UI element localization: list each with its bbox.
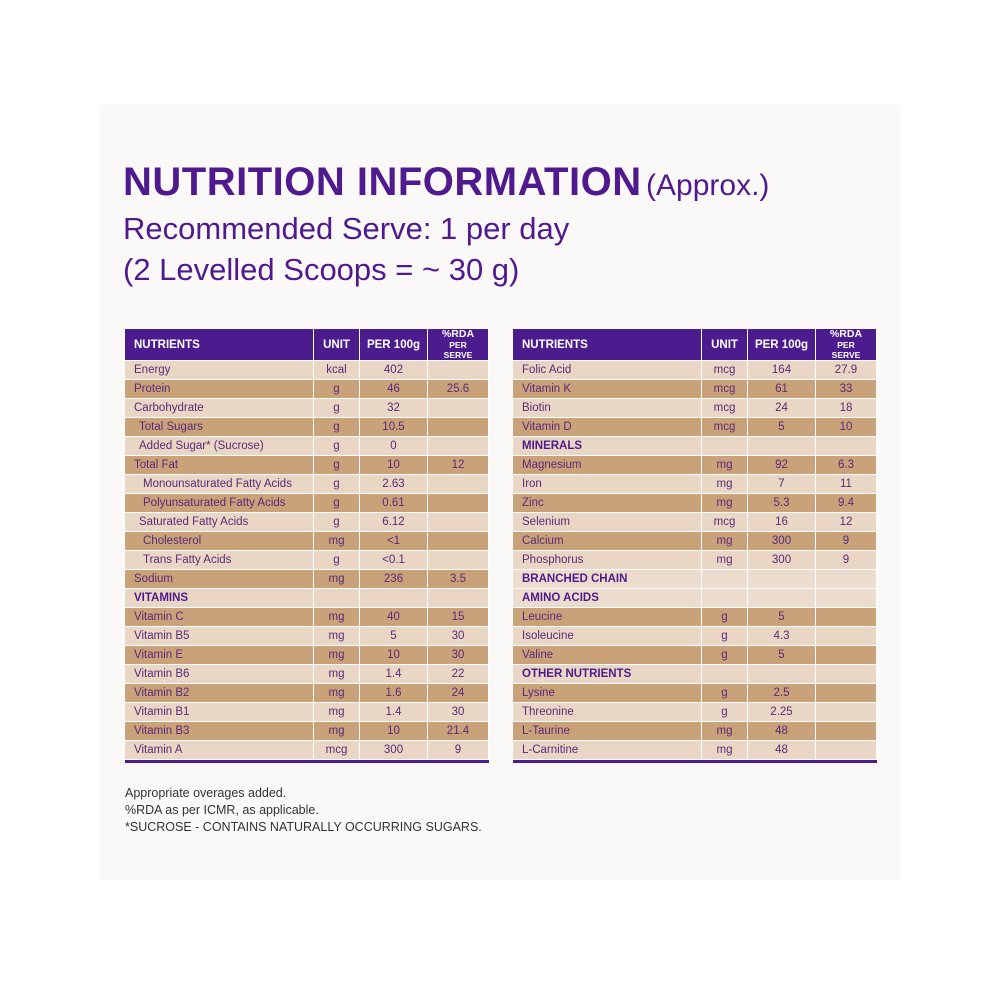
table-row bbox=[125, 532, 489, 551]
unit-cell: g bbox=[702, 608, 748, 627]
unit-cell: mg bbox=[702, 722, 748, 741]
rda-cell: 11 bbox=[816, 475, 877, 494]
header-rda bbox=[428, 329, 489, 361]
nutrition-table-left bbox=[124, 328, 489, 763]
per100-cell: 40 bbox=[360, 608, 428, 627]
nutrient-name: Phosphorus bbox=[513, 551, 702, 570]
nutrient-name: Valine bbox=[513, 646, 702, 665]
rda-cell: 9.4 bbox=[816, 494, 877, 513]
nutrient-name: Vitamin A bbox=[125, 741, 314, 760]
table-row bbox=[513, 475, 877, 494]
nutrient-name: Lysine bbox=[513, 684, 702, 703]
section-header-row bbox=[125, 589, 489, 608]
unit-cell: mcg bbox=[702, 361, 748, 380]
table-row bbox=[125, 437, 489, 456]
table-row bbox=[513, 399, 877, 418]
nutrient-name: Isoleucine bbox=[513, 627, 702, 646]
title-main: NUTRITION INFORMATION bbox=[123, 160, 642, 204]
nutrient-name: Folic Acid bbox=[513, 361, 702, 380]
per100-cell: 5 bbox=[748, 646, 816, 665]
unit-cell: mg bbox=[702, 494, 748, 513]
rda-cell bbox=[816, 589, 877, 608]
unit-cell: g bbox=[702, 703, 748, 722]
per100-cell: 7 bbox=[748, 475, 816, 494]
rda-cell: 24 bbox=[428, 684, 489, 703]
header-rda bbox=[816, 329, 877, 361]
table-row bbox=[125, 703, 489, 722]
per100-cell: 5 bbox=[360, 627, 428, 646]
per100-cell: 48 bbox=[748, 722, 816, 741]
nutrient-name: Vitamin B6 bbox=[125, 665, 314, 684]
per100-cell: <0.1 bbox=[360, 551, 428, 570]
per100-cell: 5 bbox=[748, 418, 816, 437]
rda-cell: 30 bbox=[428, 703, 489, 722]
nutrient-name: Vitamin D bbox=[513, 418, 702, 437]
unit-cell: mg bbox=[314, 665, 360, 684]
footnote-rda: %RDA as per ICMR, as applicable. bbox=[125, 803, 319, 817]
per100-cell bbox=[748, 665, 816, 684]
per100-cell: 6.12 bbox=[360, 513, 428, 532]
unit-cell: g bbox=[314, 418, 360, 437]
rda-cell: 15 bbox=[428, 608, 489, 627]
unit-cell: mg bbox=[314, 570, 360, 589]
nutrient-name: Trans Fatty Acids bbox=[125, 551, 314, 570]
rda-cell bbox=[816, 437, 877, 456]
unit-cell: g bbox=[314, 456, 360, 475]
per100-cell: 4.3 bbox=[748, 627, 816, 646]
rda-cell bbox=[816, 665, 877, 684]
nutrient-name: Total Fat bbox=[125, 456, 314, 475]
nutrient-name: Cholesterol bbox=[125, 532, 314, 551]
per100-cell bbox=[748, 570, 816, 589]
nutrient-name: OTHER NUTRIENTS bbox=[513, 665, 702, 684]
section-header-row bbox=[513, 570, 877, 589]
per100-cell: 236 bbox=[360, 570, 428, 589]
table-row bbox=[125, 722, 489, 741]
per100-cell: 10 bbox=[360, 722, 428, 741]
table-row bbox=[125, 627, 489, 646]
serve-line-2: (2 Levelled Scoops = ~ 30 g) bbox=[123, 252, 520, 287]
header-per100: PER 100g bbox=[360, 329, 428, 361]
nutrient-name: Vitamin B5 bbox=[125, 627, 314, 646]
nutrient-name: Vitamin E bbox=[125, 646, 314, 665]
table-row bbox=[513, 684, 877, 703]
table-bottom-bar bbox=[513, 760, 877, 764]
unit-cell: mg bbox=[702, 741, 748, 760]
nutrient-name: Saturated Fatty Acids bbox=[125, 513, 314, 532]
unit-cell: mg bbox=[314, 532, 360, 551]
rda-cell: 3.5 bbox=[428, 570, 489, 589]
table-header-row bbox=[125, 329, 489, 361]
per100-cell: 300 bbox=[748, 551, 816, 570]
page-title bbox=[123, 160, 883, 205]
footnote-overages: Appropriate overages added. bbox=[125, 786, 287, 800]
table-row bbox=[125, 380, 489, 399]
rda-cell bbox=[816, 684, 877, 703]
section-header-row bbox=[513, 665, 877, 684]
unit-cell: kcal bbox=[314, 361, 360, 380]
rda-cell: 6.3 bbox=[816, 456, 877, 475]
unit-cell: g bbox=[702, 684, 748, 703]
nutrient-name: Vitamin B1 bbox=[125, 703, 314, 722]
unit-cell bbox=[702, 665, 748, 684]
unit-cell: mg bbox=[702, 532, 748, 551]
rda-cell: 12 bbox=[428, 456, 489, 475]
table-row bbox=[513, 722, 877, 741]
per100-cell: <1 bbox=[360, 532, 428, 551]
per100-cell: 10 bbox=[360, 646, 428, 665]
nutrient-name: Protein bbox=[125, 380, 314, 399]
rda-cell: 30 bbox=[428, 627, 489, 646]
unit-cell: g bbox=[314, 437, 360, 456]
rda-cell bbox=[816, 741, 877, 760]
unit-cell: mg bbox=[314, 703, 360, 722]
per100-cell: 5.3 bbox=[748, 494, 816, 513]
nutrient-name: Polyunsaturated Fatty Acids bbox=[125, 494, 314, 513]
nutrient-name: Selenium bbox=[513, 513, 702, 532]
nutrient-name: BRANCHED CHAIN bbox=[513, 570, 702, 589]
nutrient-name: Vitamin B3 bbox=[125, 722, 314, 741]
per100-cell: 10 bbox=[360, 456, 428, 475]
nutrient-name: Iron bbox=[513, 475, 702, 494]
rda-cell: 33 bbox=[816, 380, 877, 399]
header-nutrients: NUTRIENTS bbox=[513, 329, 702, 361]
rda-cell: 9 bbox=[816, 551, 877, 570]
nutrient-name: Carbohydrate bbox=[125, 399, 314, 418]
unit-cell bbox=[314, 589, 360, 608]
per100-cell: 48 bbox=[748, 741, 816, 760]
per100-cell: 32 bbox=[360, 399, 428, 418]
table-row bbox=[513, 551, 877, 570]
per100-cell: 2.5 bbox=[748, 684, 816, 703]
table-row bbox=[125, 608, 489, 627]
unit-cell: g bbox=[314, 551, 360, 570]
table-header-row bbox=[513, 329, 877, 361]
rda-cell: 18 bbox=[816, 399, 877, 418]
unit-cell: g bbox=[314, 475, 360, 494]
rda-cell: 9 bbox=[428, 741, 489, 760]
nutrient-name: Total Sugars bbox=[125, 418, 314, 437]
nutrient-name: Sodium bbox=[125, 570, 314, 589]
unit-cell: g bbox=[314, 513, 360, 532]
unit-cell: mg bbox=[702, 475, 748, 494]
table-bottom-bar bbox=[125, 760, 489, 764]
table-row bbox=[513, 741, 877, 760]
footnote-sucrose: *SUCROSE - CONTAINS NATURALLY OCCURRING SUGARS. bbox=[125, 820, 482, 834]
unit-cell: mcg bbox=[702, 399, 748, 418]
rda-cell bbox=[816, 646, 877, 665]
unit-cell: mg bbox=[314, 627, 360, 646]
unit-cell: mcg bbox=[314, 741, 360, 760]
nutrient-name: Threonine bbox=[513, 703, 702, 722]
nutrient-name: Vitamin K bbox=[513, 380, 702, 399]
table-row bbox=[513, 703, 877, 722]
nutrient-name: L-Taurine bbox=[513, 722, 702, 741]
nutrient-name: AMINO ACIDS bbox=[513, 589, 702, 608]
table-row bbox=[513, 627, 877, 646]
nutrient-name: Calcium bbox=[513, 532, 702, 551]
unit-cell: g bbox=[314, 494, 360, 513]
per100-cell: 164 bbox=[748, 361, 816, 380]
section-header-row bbox=[513, 437, 877, 456]
rda-cell bbox=[428, 494, 489, 513]
unit-cell: g bbox=[314, 380, 360, 399]
per100-cell: 2.25 bbox=[748, 703, 816, 722]
nutrient-name: Zinc bbox=[513, 494, 702, 513]
table-row bbox=[125, 494, 489, 513]
header-unit: UNIT bbox=[702, 329, 748, 361]
unit-cell: g bbox=[314, 399, 360, 418]
per100-cell: 92 bbox=[748, 456, 816, 475]
table-row bbox=[513, 532, 877, 551]
rda-cell bbox=[816, 703, 877, 722]
table-row bbox=[513, 646, 877, 665]
unit-cell: mg bbox=[314, 722, 360, 741]
rda-cell: 9 bbox=[816, 532, 877, 551]
per100-cell: 10.5 bbox=[360, 418, 428, 437]
unit-cell: mcg bbox=[702, 513, 748, 532]
rda-cell: 22 bbox=[428, 665, 489, 684]
per100-cell: 0 bbox=[360, 437, 428, 456]
table-row bbox=[125, 570, 489, 589]
unit-cell: mcg bbox=[702, 418, 748, 437]
per100-cell: 402 bbox=[360, 361, 428, 380]
header-rda-top: %RDA bbox=[441, 328, 475, 340]
header-rda-bottom: PER SERVE bbox=[831, 340, 861, 360]
unit-cell bbox=[702, 570, 748, 589]
unit-cell: g bbox=[702, 627, 748, 646]
per100-cell: 61 bbox=[748, 380, 816, 399]
rda-cell bbox=[816, 570, 877, 589]
rda-cell bbox=[428, 399, 489, 418]
nutrient-name: Vitamin C bbox=[125, 608, 314, 627]
per100-cell: 5 bbox=[748, 608, 816, 627]
unit-cell: mg bbox=[314, 684, 360, 703]
table-row bbox=[125, 475, 489, 494]
per100-cell: 1.6 bbox=[360, 684, 428, 703]
title-approx: (Approx.) bbox=[646, 169, 770, 202]
rda-cell: 10 bbox=[816, 418, 877, 437]
section-header-row bbox=[513, 589, 877, 608]
table-row bbox=[125, 456, 489, 475]
table-row bbox=[125, 399, 489, 418]
table-row bbox=[125, 684, 489, 703]
unit-cell: mg bbox=[314, 646, 360, 665]
nutrient-name: L-Carnitine bbox=[513, 741, 702, 760]
unit-cell bbox=[702, 437, 748, 456]
nutrient-name: Leucine bbox=[513, 608, 702, 627]
rda-cell bbox=[816, 627, 877, 646]
per100-cell: 0.61 bbox=[360, 494, 428, 513]
unit-cell: mcg bbox=[702, 380, 748, 399]
rda-cell: 12 bbox=[816, 513, 877, 532]
table-row bbox=[125, 418, 489, 437]
nutrient-name: Biotin bbox=[513, 399, 702, 418]
rda-cell: 21.4 bbox=[428, 722, 489, 741]
rda-cell bbox=[428, 551, 489, 570]
per100-cell: 300 bbox=[748, 532, 816, 551]
nutrient-name: Monounsaturated Fatty Acids bbox=[125, 475, 314, 494]
rda-cell bbox=[428, 589, 489, 608]
unit-cell: mg bbox=[702, 456, 748, 475]
per100-cell: 2.63 bbox=[360, 475, 428, 494]
table-row bbox=[513, 380, 877, 399]
serve-line-1: Recommended Serve: 1 per day bbox=[123, 211, 570, 246]
rda-cell: 27.9 bbox=[816, 361, 877, 380]
table-row bbox=[513, 418, 877, 437]
table-row bbox=[513, 513, 877, 532]
table-row bbox=[513, 361, 877, 380]
table-row bbox=[513, 494, 877, 513]
table-row bbox=[513, 456, 877, 475]
unit-cell: g bbox=[702, 646, 748, 665]
nutrition-table-right bbox=[512, 328, 877, 763]
rda-cell bbox=[428, 361, 489, 380]
per100-cell bbox=[748, 437, 816, 456]
per100-cell: 16 bbox=[748, 513, 816, 532]
rda-cell bbox=[428, 437, 489, 456]
nutrient-name: Vitamin B2 bbox=[125, 684, 314, 703]
nutrient-name: Magnesium bbox=[513, 456, 702, 475]
per100-cell: 300 bbox=[360, 741, 428, 760]
table-row bbox=[125, 646, 489, 665]
rda-cell bbox=[816, 722, 877, 741]
nutrient-name: Added Sugar* (Sucrose) bbox=[125, 437, 314, 456]
table-row bbox=[125, 551, 489, 570]
table-row bbox=[125, 361, 489, 380]
header-unit: UNIT bbox=[314, 329, 360, 361]
per100-cell: 1.4 bbox=[360, 665, 428, 684]
per100-cell: 1.4 bbox=[360, 703, 428, 722]
per100-cell: 46 bbox=[360, 380, 428, 399]
header-rda-bottom: PER SERVE bbox=[443, 340, 473, 360]
table-row bbox=[125, 741, 489, 760]
nutrient-name: VITAMINS bbox=[125, 589, 314, 608]
table-row bbox=[513, 608, 877, 627]
rda-cell bbox=[428, 475, 489, 494]
unit-cell bbox=[702, 589, 748, 608]
header-per100: PER 100g bbox=[748, 329, 816, 361]
nutrient-name: MINERALS bbox=[513, 437, 702, 456]
rda-cell bbox=[428, 418, 489, 437]
rda-cell bbox=[428, 513, 489, 532]
header-nutrients: NUTRIENTS bbox=[125, 329, 314, 361]
rda-cell bbox=[428, 532, 489, 551]
rda-cell bbox=[816, 608, 877, 627]
table-row bbox=[125, 513, 489, 532]
header-rda-top: %RDA bbox=[829, 328, 863, 340]
nutrient-name: Energy bbox=[125, 361, 314, 380]
rda-cell: 30 bbox=[428, 646, 489, 665]
rda-cell: 25.6 bbox=[428, 380, 489, 399]
per100-cell: 24 bbox=[748, 399, 816, 418]
unit-cell: mg bbox=[314, 608, 360, 627]
per100-cell bbox=[748, 589, 816, 608]
per100-cell bbox=[360, 589, 428, 608]
unit-cell: mg bbox=[702, 551, 748, 570]
table-row bbox=[125, 665, 489, 684]
